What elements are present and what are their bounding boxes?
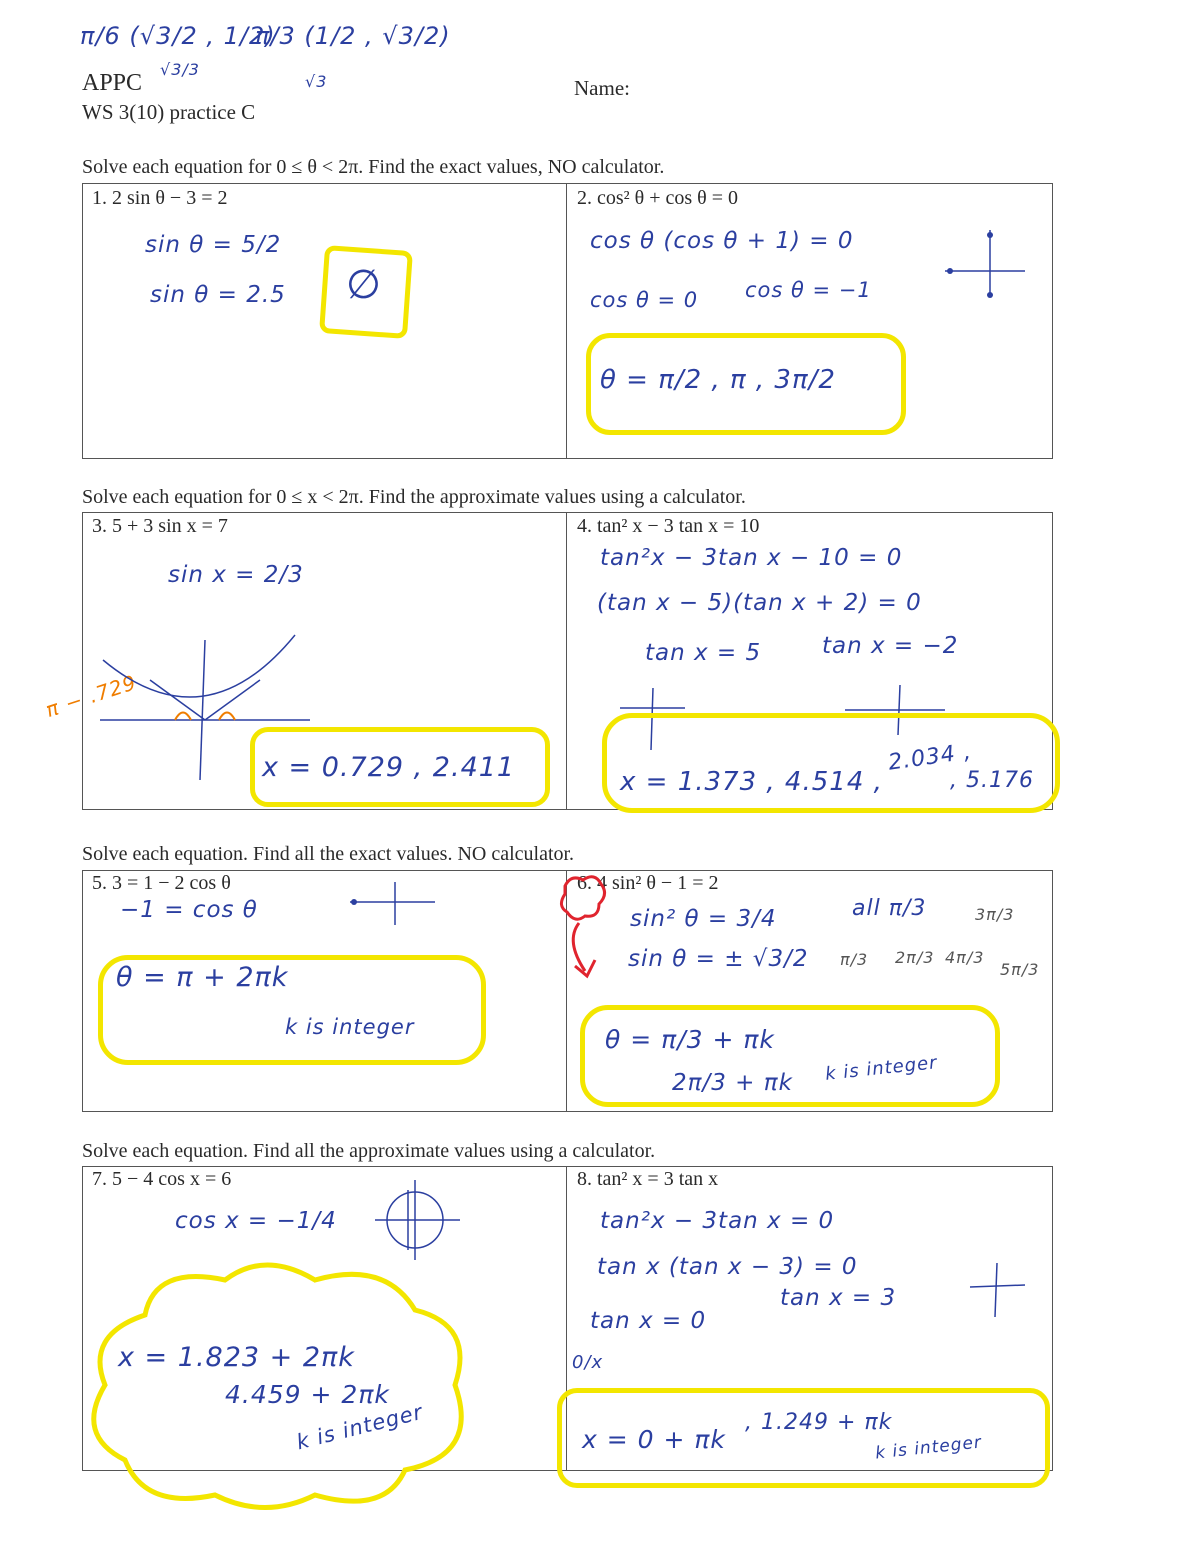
section-2-instruction: Solve each equation for 0 ≤ x < 2π. Find the approximate values using a calculator.: [82, 486, 746, 508]
problem-6-answer-2: 2π/3 + πk: [672, 1070, 793, 1096]
problem-4-work-2: (tan x − 5)(tan x + 2) = 0: [597, 590, 922, 616]
problem-8-answer-note: k is integer: [874, 1432, 983, 1464]
problem-1-label: 1. 2 sin θ − 3 = 2: [92, 187, 228, 209]
section-1-instruction: Solve each equation for 0 ≤ θ < 2π. Find the exact values, NO calculator.: [82, 156, 665, 178]
problem-8-work-2: tan x (tan x − 3) = 0: [597, 1254, 858, 1280]
header-note-sqrt3-over-3: √3/3: [160, 60, 200, 79]
problem-6-angle-1: π/3: [840, 950, 869, 969]
problem-8-answer: x = 0 + πk: [582, 1425, 726, 1454]
header-note-pi3: π/3 (1/2 , √3/2): [255, 22, 451, 50]
problem-6-work-2: sin θ = ± √3/2: [628, 946, 809, 972]
problem-5-axes-sketch: [340, 880, 440, 930]
problem-2-work-2: cos θ = 0: [590, 288, 699, 312]
problem-4-answer-highlight: [602, 713, 1060, 813]
problem-6-angle-4: 5π/3: [1000, 960, 1040, 979]
problem-4-answer-extra-1: 2.034 ,: [886, 739, 974, 776]
problem-6-work-3: all π/3: [852, 896, 927, 921]
problem-2-work-1: cos θ (cos θ + 1) = 0: [590, 228, 854, 254]
problem-1-work-1: sin θ = 5/2: [145, 232, 282, 258]
problem-3-answer: x = 0.729 , 2.411: [262, 752, 516, 783]
problem-3-work-1: sin x = 2/3: [168, 562, 304, 588]
name-label: Name:: [574, 76, 630, 100]
problem-6-angle-3: 4π/3: [945, 948, 985, 967]
problem-7-answer: x = 1.823 + 2πk: [118, 1342, 355, 1373]
problem-4-work-3: tan x = 5: [645, 640, 762, 666]
problem-4-answer-extra-2: , 5.176: [950, 768, 1034, 793]
problem-4-work-4: tan x = −2: [822, 633, 959, 659]
problem-8-label: 8. tan² x = 3 tan x: [577, 1168, 719, 1190]
problem-7-label: 7. 5 − 4 cos x = 6: [92, 1168, 232, 1190]
problem-6-work-1: sin² θ = 3/4: [630, 906, 777, 932]
problem-5-answer-note: k is integer: [285, 1015, 415, 1039]
header-note-sqrt3: √3: [305, 72, 328, 91]
problem-7-answer-2: 4.459 + 2πk: [225, 1380, 390, 1409]
problem-5-label: 5. 3 = 1 − 2 cos θ: [92, 872, 231, 894]
problem-6-answer: θ = π/3 + πk: [605, 1025, 775, 1054]
problem-4-work-1: tan²x − 3tan x − 10 = 0: [600, 545, 903, 571]
problem-7-work-1: cos x = −1/4: [175, 1208, 337, 1234]
worksheet-title: WS 3(10) practice C: [82, 100, 256, 124]
problem-6-angle-2: 2π/3: [895, 948, 935, 967]
problem-2-work-3: cos θ = −1: [745, 278, 872, 302]
problem-6-label: 6. 4 sin² θ − 1 = 2: [577, 872, 719, 894]
problem-6-answer-note: k is integer: [824, 1052, 939, 1085]
problem-3-label: 3. 5 + 3 sin x = 7: [92, 515, 228, 537]
problem-6-angle-5: 3π/3: [975, 905, 1015, 924]
problem-6-red-mark: [553, 868, 613, 988]
problem-8-work-1: tan²x − 3tan x = 0: [600, 1208, 835, 1234]
problem-2-axes-sketch: [940, 225, 1030, 305]
section-3-instruction: Solve each equation. Find all the exact values. NO calculator.: [82, 843, 575, 865]
problem-5-answer: θ = π + 2πk: [116, 962, 289, 993]
problem-7-unit-circle-sketch: [370, 1175, 470, 1265]
header-note-pi6: π/6 (√3/2 , 1/2): [80, 22, 276, 50]
problem-7-answer-note: k is integer: [294, 1399, 426, 1455]
problem-3-side-note: π − .729: [42, 670, 140, 722]
problem-8-answer-2: , 1.249 + πk: [745, 1410, 893, 1435]
problem-8-axes-sketch: [965, 1255, 1035, 1325]
problem-8-work-3: tan x = 0: [590, 1308, 707, 1334]
problem-4-label: 4. tan² x − 3 tan x = 10: [577, 515, 760, 537]
section-4-instruction: Solve each equation. Find all the approximate values using a calculator.: [82, 1140, 656, 1162]
course-title: APPC: [82, 70, 143, 96]
problem-1-answer: ∅: [346, 262, 382, 308]
problem-5-work-1: −1 = cos θ: [120, 897, 258, 923]
problem-1-work-2: sin θ = 2.5: [150, 282, 286, 308]
problem-8-work-4: tan x = 3: [780, 1285, 897, 1311]
problem-8-work-5: 0/x: [572, 1352, 604, 1373]
problem-4-answer: x = 1.373 , 4.514 ,: [620, 767, 883, 797]
problem-2-label: 2. cos² θ + cos θ = 0: [577, 187, 739, 209]
problem-2-answer: θ = π/2 , π , 3π/2: [600, 365, 836, 395]
